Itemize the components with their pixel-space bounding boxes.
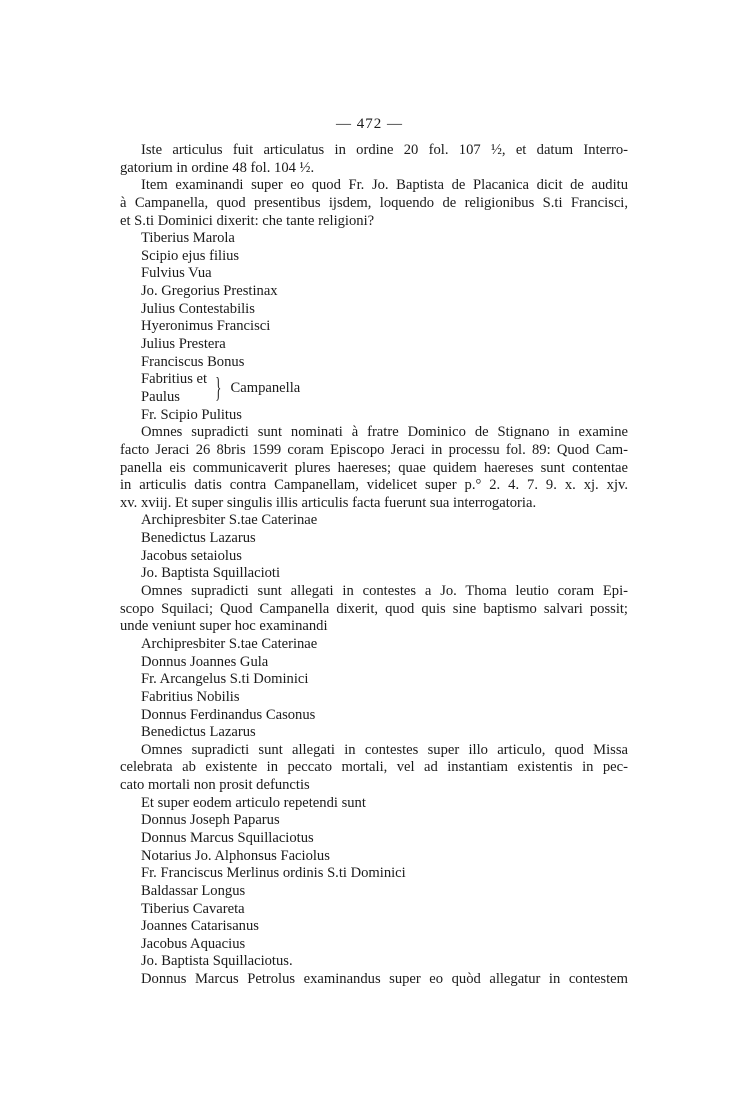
text-line: Fabritius Nobilis — [141, 688, 240, 705]
text-line: facto Jeraci 26 8bris 1599 coram Episcopo Jeraci in processu fol. 89: Quod Cam- — [120, 441, 628, 458]
brace-symbol: } — [215, 372, 222, 404]
text-line: Notarius Jo. Alphonsus Faciolus — [141, 847, 330, 864]
text-line: scopo Squilaci; Quod Campanella dixerit, quod quis sine baptismo salvari possit; — [120, 600, 628, 617]
text-line: Donnus Marcus Petrolus examinandus super eo quòd allegatur in contestem — [141, 971, 628, 988]
text-line: Omnes supradicti sunt nominati à fratre Dominico de Stignano in examine — [141, 424, 628, 441]
text-line: Archipresbiter S.tae Caterinae — [141, 512, 318, 529]
text-line: Julius Contestabilis — [141, 300, 255, 317]
text-line: Jacobus setaiolus — [141, 547, 242, 564]
text-line: à Campanella, quod presentibus ijsdem, loquendo de religionibus S.ti Francisci, — [120, 194, 628, 211]
text-line: Archipresbiter S.tae Caterinae — [141, 635, 318, 652]
text-line: celebrata ab existente in peccato mortali, vel ad instantiam existentis in pec- — [120, 759, 628, 776]
fabritius-paulus-group — [141, 371, 628, 406]
text-line: gatorium in ordine 48 fol. 104 ½. — [120, 159, 315, 176]
surname-campanella: Campanella — [230, 380, 301, 397]
page-number: — 472 — — [336, 116, 403, 132]
text-line: Baldassar Longus — [141, 882, 246, 899]
text-line: Donnus Joseph Paparus — [141, 812, 280, 829]
text-block-2 — [120, 406, 628, 989]
text-line: Franciscus Bonus — [141, 353, 245, 370]
text-line: in articulis datis contra Campanellam, videlicet super p.° 2. 4. 7. 9. x. xj. xjv. — [120, 477, 628, 494]
text-line: Donnus Joannes Gula — [141, 653, 269, 670]
text-line: Donnus Marcus Squillaciotus — [141, 830, 314, 846]
text-line: Hyeronimus Francisci — [141, 318, 271, 335]
text-line: Iste articulus fuit articulatus in ordine 20 fol. 107 ½, et datum Interro- — [141, 142, 628, 158]
text-line: Item examinandi super eo quod Fr. Jo. Baptista de Placanica dicit de auditu — [141, 177, 628, 194]
document-body — [120, 142, 628, 989]
text-line: Jo. Baptista Squillaciotus. — [141, 953, 293, 970]
text-line: panella eis communicaverit plures haereses; quae quidem haereses sunt contentae — [120, 459, 628, 476]
text-line: Tiberius Cavareta — [141, 900, 245, 917]
text-line: Omnes supradicti sunt allegati in contestes a Jo. Thoma leutio coram Epi- — [141, 583, 628, 600]
text-line: Fulvius Vua — [141, 265, 212, 282]
text-line: Fr. Arcangelus S.ti Dominici — [141, 671, 309, 688]
text-line: Et super eodem articulo repetendi sunt — [141, 794, 366, 811]
text-line: Jacobus Aquacius — [141, 935, 246, 952]
text-line: Tiberius Marola — [141, 230, 235, 247]
text-line: Omnes supradicti sunt allegati in contestes super illo articulo, quod Missa — [141, 741, 628, 758]
text-line: Joannes Catarisanus — [141, 918, 259, 935]
text-line: unde veniunt super hoc examinandi — [120, 618, 328, 635]
text-line: Benedictus Lazarus — [141, 724, 256, 741]
text-line: Scipio ejus filius — [141, 247, 240, 264]
text-line: et S.ti Dominici dixerit: che tante religioni? — [120, 212, 375, 229]
text-line: Fr. Scipio Pulitus — [141, 406, 242, 423]
text-line: xv. xviij. Et super singulis illis articulis facta fuerunt sua interrogatoria. — [120, 494, 537, 511]
text-block-1 — [120, 142, 628, 371]
text-line: Fr. Franciscus Merlinus ordinis S.ti Dominici — [141, 865, 406, 882]
name-fabritius: Fabritius et — [141, 371, 208, 388]
name-paulus: Paulus — [141, 388, 180, 405]
fabritius-paulus-names — [141, 371, 207, 406]
text-line: Julius Prestera — [141, 336, 226, 353]
text-line: Donnus Ferdinandus Casonus — [141, 706, 316, 723]
text-line: cato mortali non prosit defunctis — [120, 777, 310, 794]
text-line: Jo. Baptista Squillacioti — [141, 565, 281, 582]
text-line: Benedictus Lazarus — [141, 530, 256, 547]
text-line: Jo. Gregorius Prestinax — [141, 283, 278, 300]
